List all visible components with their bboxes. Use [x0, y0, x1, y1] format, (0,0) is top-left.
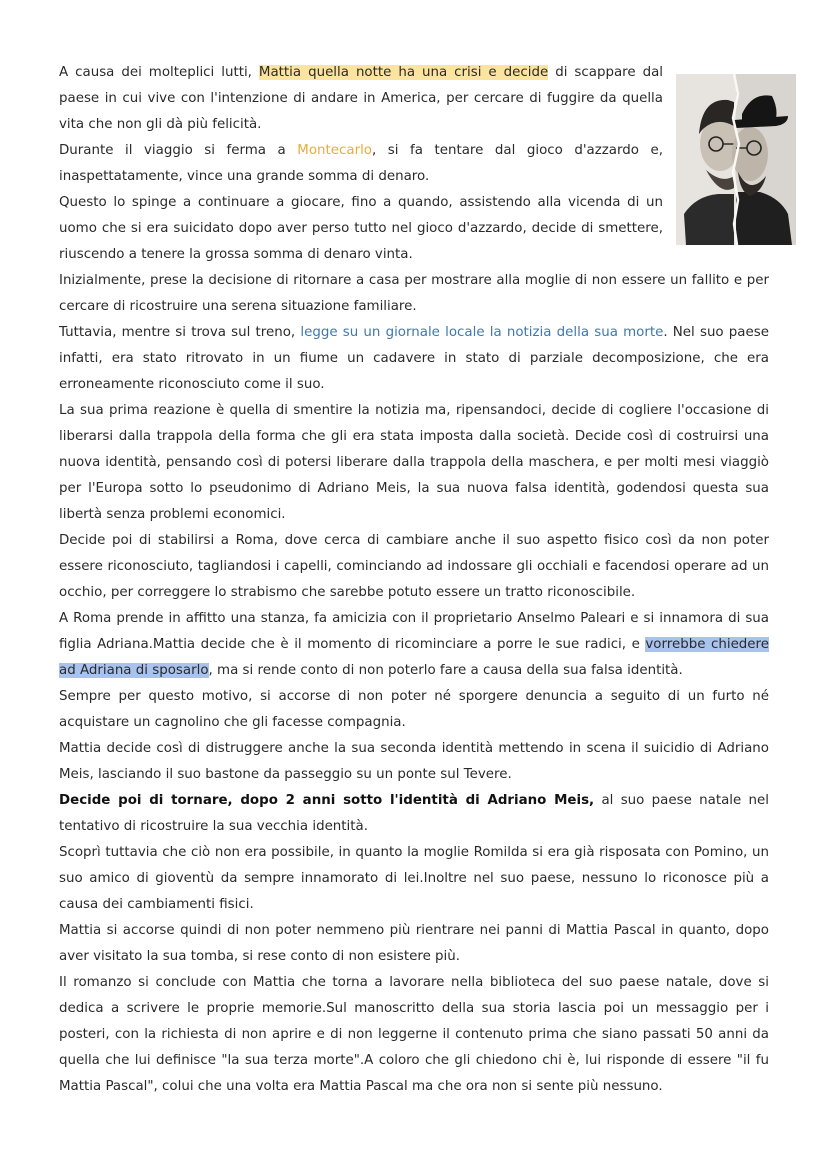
- paragraph-romilda: Scoprì tuttavia che ciò non era possibile, in quanto la moglie Romilda si era già risposata con Pomino, un suo amico di gioventù da sempre innamorato di lei.Inoltre nel suo paese, nessuno lo riconosce più a causa dei cambiamenti fisici.: [59, 845, 769, 912]
- montecarlo-text: Montecarlo: [297, 143, 372, 158]
- paragraph-gambling: Questo lo spinge a continuare a giocare, fino a quando, assistendo alla vicenda di un uomo che si era suicidato dopo aver perso tutto nel gioco d'azzardo, decide di smettere, riuscendo a tenere la grossa somma di denaro vinta.: [59, 195, 663, 262]
- paragraph-escape: A causa dei molteplici lutti, Mattia quella notte ha una crisi e decide di scappare dal paese in cui vive con l'intenzione di andare in America, per cercare di fuggire da quella vita che non gli dà più felicità.: [59, 65, 664, 132]
- paragraph-new-identity: La sua prima reazione è quella di smentire la notizia ma, ripensandoci, decide di cogliere l'occasione di liberarsi dalla trappola della forma che gli era stata imposta dalla società. Decide così di costruirsi una nuova identità, pensando così di potersi liberare dalla trappola della maschera, e per molti mesi viaggiò per l'Europa sotto lo pseudonimo di Adriano Meis, la sua nuova falsa identità, godendosi questa sua libertà senza problemi economici.: [59, 403, 769, 522]
- paragraph-adriana: A Roma prende in affitto una stanza, fa amicizia con il proprietario Anselmo Paleari e si innamora di sua figlia Adriana.Mattia decide che è il momento di ricominciare a porre le sue radici, e vorrebbe chiedere ad Adriana di sposarlo, ma si rende conto di non poterlo fare a causa della sua falsa identità.: [59, 611, 769, 678]
- paragraph-return: Decide poi di tornare, dopo 2 anni sotto l'identità di Adriano Meis, al suo paese natale nel tentativo di ricostruire la sua vecchia identità.: [59, 793, 769, 834]
- paragraph-return-home: Inizialmente, prese la decisione di ritornare a casa per mostrare alla moglie di non essere un fallito e per cercare di ricostruire una serena situazione familiare.: [59, 273, 769, 314]
- paragraph-tomb: Mattia si accorse quindi di non poter nemmeno più rientrare nei panni di Mattia Pascal in quanto, dopo aver visitato la sua tomba, si rese conto di non esistere più.: [59, 923, 769, 964]
- paragraph-newspaper: Tuttavia, mentre si trova sul treno, legge su un giornale locale la notizia della sua morte. Nel suo paese infatti, era stato ritrovato in un fiume un cadavere in stato di parziale decomposizione, che era erroneamente riconosciuto come il suo.: [59, 325, 769, 392]
- highlight-marriage: vorrebbe chiedere ad Adriana di sposarlo: [59, 637, 769, 678]
- paragraph-rome: Decide poi di stabilirsi a Roma, dove cerca di cambiare anche il suo aspetto fisico così da non poter essere riconosciuto, tagliandosi i capelli, cominciando ad indossare gli occhiali e facendosi operare ad un occhio, per correggere lo strabismo che sarebbe potuto essere un tratto riconoscibile.: [59, 533, 769, 600]
- newspaper-news-text: legge su un giornale locale la notizia della sua morte: [300, 325, 664, 340]
- paragraph-limits: Sempre per questo motivo, si accorse di non poter né sporgere denuncia a seguito di un furto né acquistare un cagnolino che gli facesse compagnia.: [59, 689, 769, 730]
- document-body: [59, 60, 769, 1100]
- paragraph-fake-suicide: Mattia decide così di distruggere anche la sua seconda identità mettendo in scena il suicidio di Adriano Meis, lasciando il suo bastone da passeggio su un ponte sul Tevere.: [59, 741, 769, 782]
- paragraph-montecarlo: Durante il viaggio si ferma a Montecarlo, si fa tentare dal gioco d'azzardo e, inaspettatamente, vince una grande somma di denaro.: [59, 143, 663, 184]
- highlight-crisis: Mattia quella notte ha una crisi e decide: [258, 65, 549, 80]
- bold-return-text: Decide poi di tornare, dopo 2 anni sotto l'identità di Adriano Meis,: [59, 793, 595, 808]
- paragraph-conclusion: Il romanzo si conclude con Mattia che torna a lavorare nella biblioteca del suo paese natale, dove si dedica a scrivere le proprie memorie.Sul manoscritto della sua storia lascia poi un messaggio per i posteri, con la richiesta di non aprire e di non leggerne il contenuto prima che siano passati 50 anni da quella che lui definisce "la sua terza morte".A coloro che gli chiedono chi è, lui risponde di essere "il fu Mattia Pascal", colui che una volta era Mattia Pascal ma che ora non si sente più nessuno.: [59, 975, 769, 1094]
